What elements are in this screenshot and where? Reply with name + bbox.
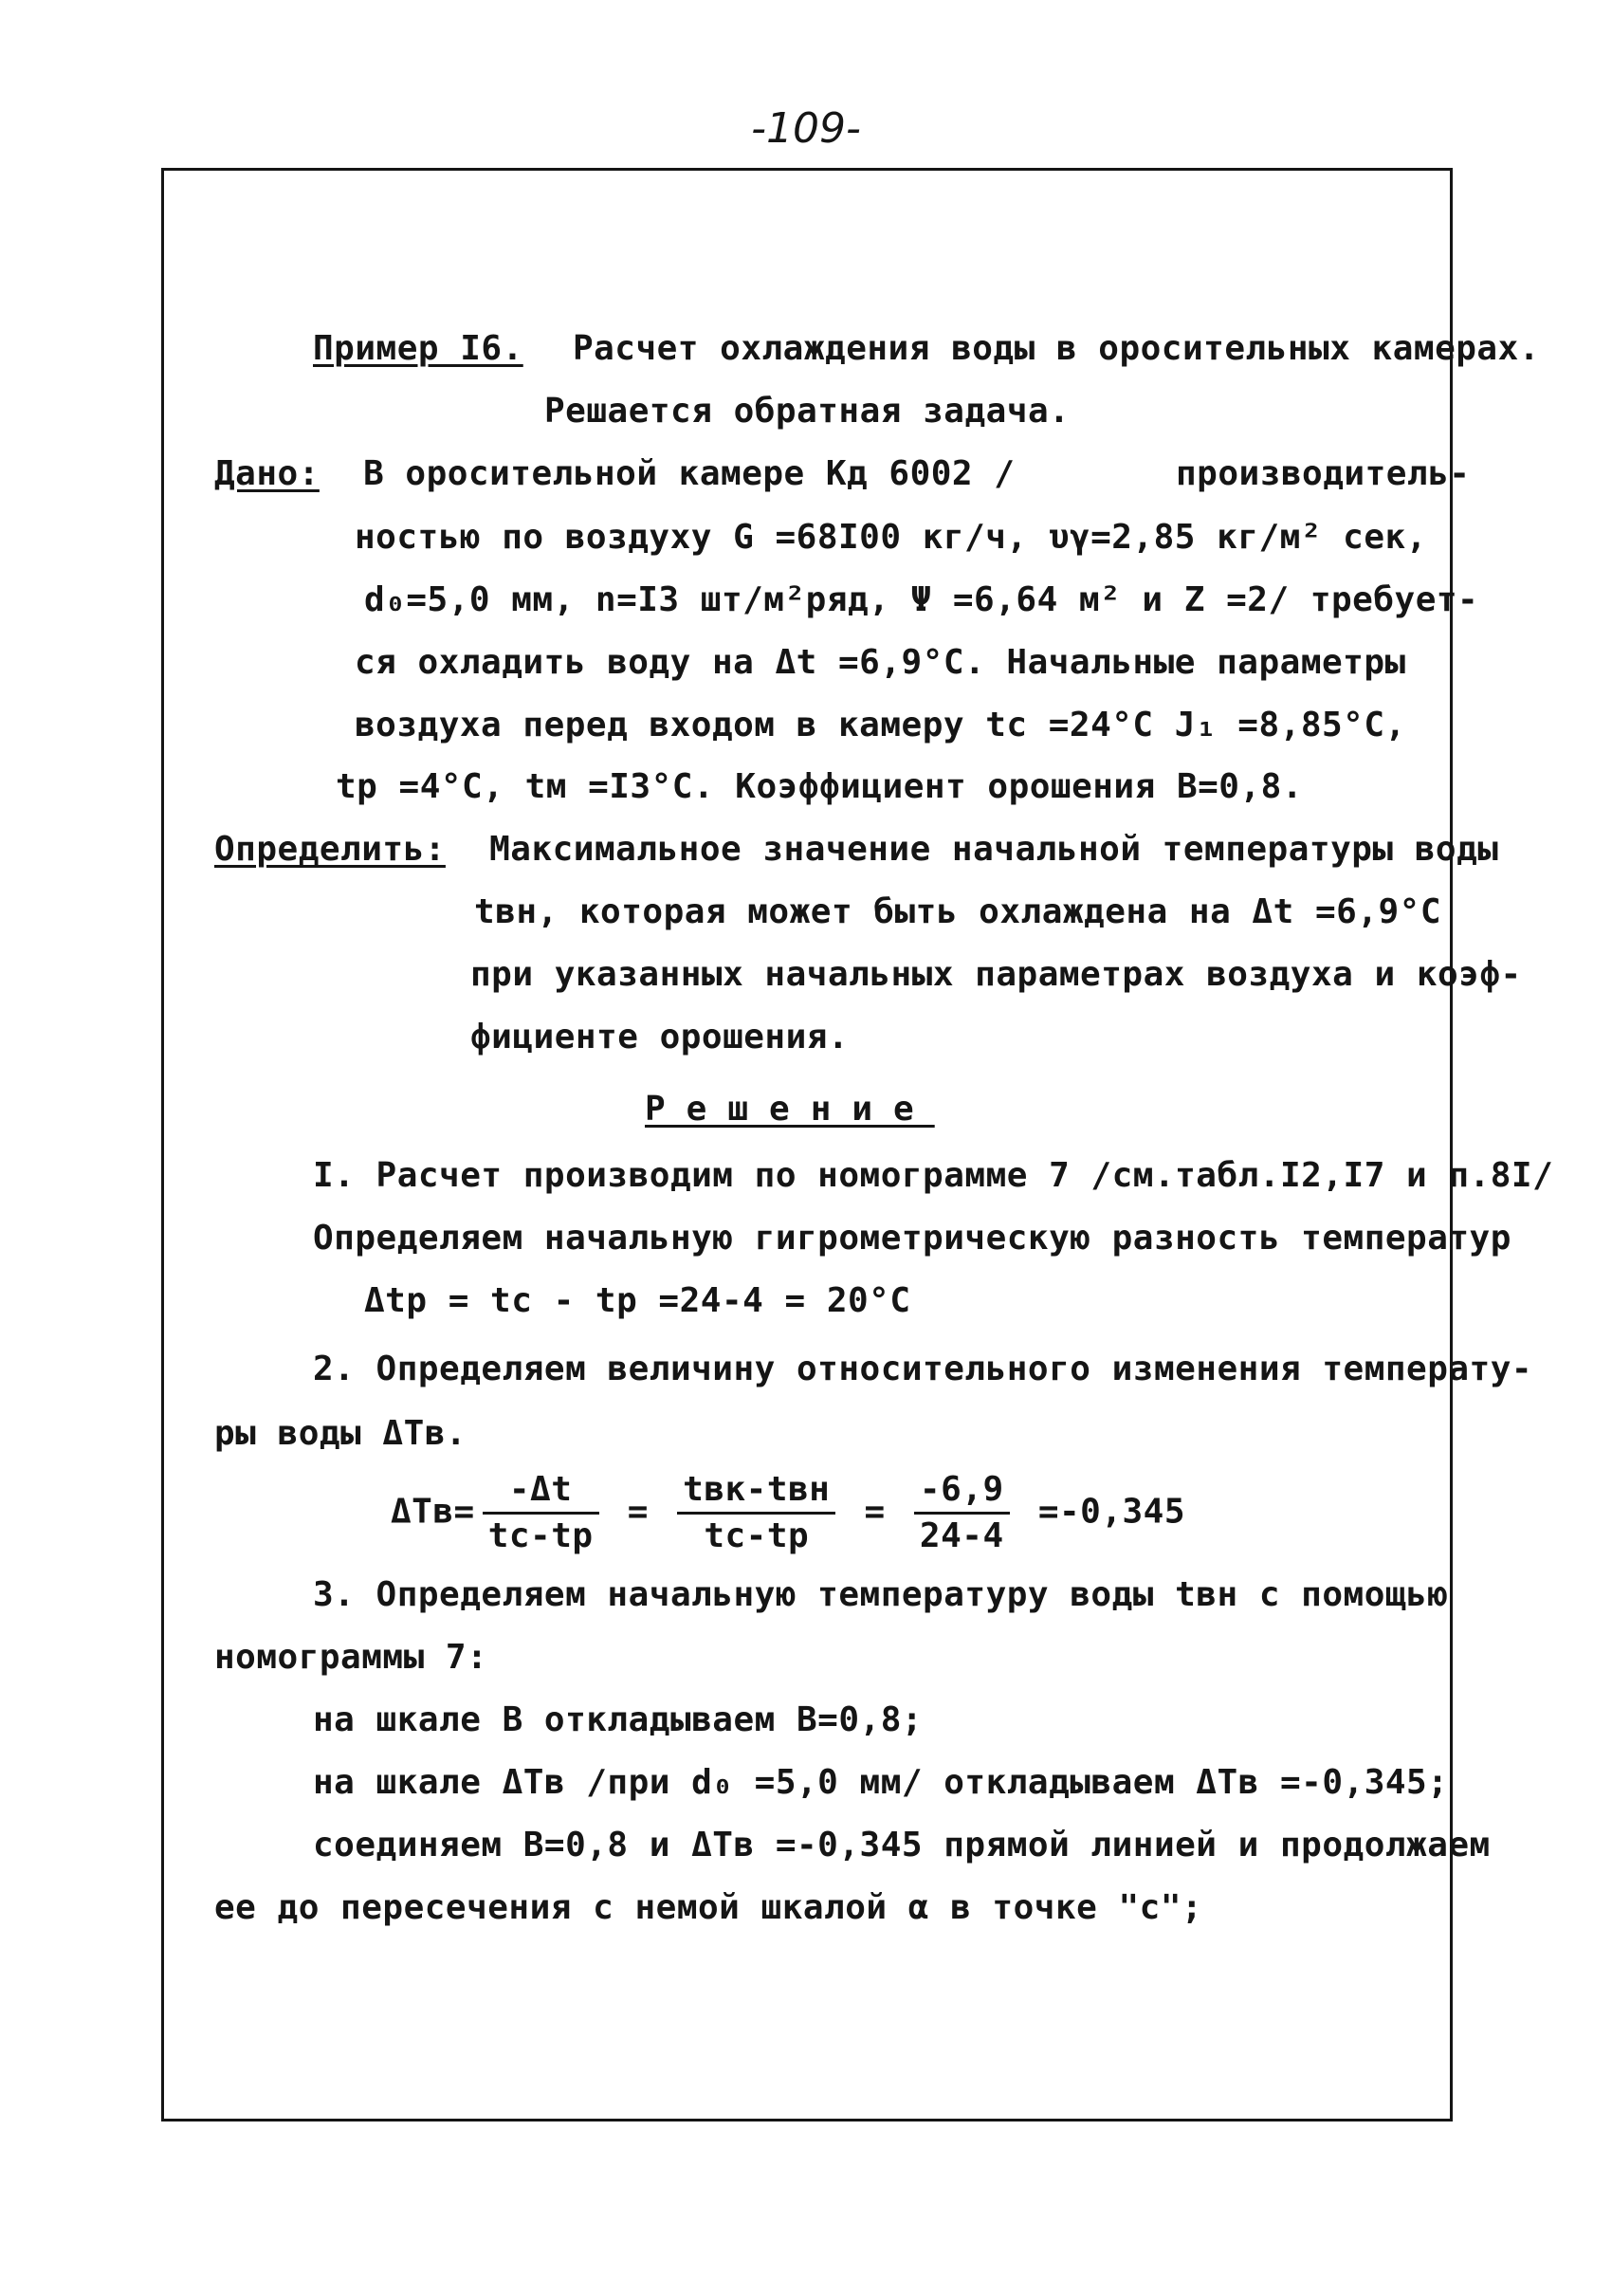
step1-line-b: Определяем начальную гигрометрическую разность температур (313, 1219, 1511, 1258)
fraction-3 (914, 1468, 1010, 1558)
determine-line-2: tвн, которая может быть охлаждена на Δt =6,9°C (474, 892, 1441, 931)
given-text-1a: В оросительной камере Кд 6002 / (363, 454, 1016, 493)
fraction-2-denominator: tc-tр (704, 1516, 810, 1555)
determine-line-3: при указанных начальных параметрах воздуха и коэф- (470, 955, 1522, 994)
example-title-line1: Расчет охлаждения воды в оросительных камерах. (572, 329, 1540, 368)
step1-formula: Δtр = tc - tр =24-4 = 20°C (364, 1281, 911, 1320)
step2-line-b: ры воды ΔTв. (214, 1414, 467, 1453)
fraction-1 (483, 1468, 599, 1558)
given-line-6: tр =4°C, tм =I3°C. Коэффициент орошения В=0,8. (336, 767, 1303, 806)
fraction-2 (677, 1468, 835, 1558)
delta-t-formula (391, 1468, 1185, 1558)
fraction-2-numerator: tвк-tвн (677, 1468, 835, 1515)
step3-line-b: номограммы 7: (214, 1638, 488, 1677)
fraction-3-denominator: 24-4 (919, 1516, 1004, 1555)
given-line-3: d₀=5,0 мм, n=I3 шт/м²ряд, Ψ =6,64 м² и Z =2/ требует- (364, 580, 1479, 619)
given-line-2: ностью по воздуху G =68I00 кг/ч, υγ=2,85 кг/м² сек, (355, 518, 1427, 557)
step2-line-a: 2. Определяем величину относительного изменения температу- (313, 1350, 1533, 1388)
determine-label: Определить: (214, 830, 446, 869)
formula-lhs: ΔTв= (391, 1492, 475, 1532)
example-heading (313, 328, 1540, 370)
fraction-3-numerator: -6,9 (914, 1468, 1010, 1515)
step3-line-a: 3. Определяем начальную температуру воды tвн с помощью (313, 1575, 1449, 1614)
step3-line-f: ее до пересечения с немой шкалой α в точке "с"; (214, 1888, 1203, 1927)
given-line-1 (214, 453, 1015, 495)
step1-line-a: I. Расчет производим по номограмме 7 /см.табл.I2,I7 и п.8I/ (313, 1156, 1554, 1195)
formula-equals-1: = (627, 1492, 649, 1532)
given-text-1b: производитель- (1176, 454, 1471, 493)
example-label: Пример I6. (313, 329, 523, 368)
step3-line-c: на шкале В откладываем В=0,8; (313, 1700, 924, 1739)
step3-line-e: соединяем В=0,8 и ΔTв =-0,345 прямой линией и продолжаем (313, 1826, 1491, 1864)
formula-result: =-0,345 (1037, 1492, 1186, 1532)
solution-heading: Решение (645, 1090, 935, 1129)
determine-line-4: фициенте орошения. (470, 1018, 850, 1056)
step3-line-d: на шкале ΔTв /при d₀ =5,0 мм/ откладываем ΔTв =-0,345; (313, 1763, 1449, 1802)
example-title-line2: Решается обратная задача. (544, 392, 1071, 431)
fraction-1-numerator: -Δt (483, 1468, 599, 1515)
given-line-4: ся охладить воду на Δt =6,9°C. Начальные параметры (355, 643, 1406, 682)
given-line-5: воздуха перед входом в камеру tc =24°C J₁ =8,85°C, (355, 706, 1406, 744)
given-label: Дано: (214, 454, 320, 493)
fraction-1-denominator: tc-tр (487, 1516, 594, 1555)
page-number: -109- (751, 104, 861, 153)
determine-line-1 (214, 829, 1498, 871)
determine-text-1: Максимальное значение начальной температуры воды (489, 830, 1499, 869)
formula-equals-2: = (864, 1492, 886, 1532)
